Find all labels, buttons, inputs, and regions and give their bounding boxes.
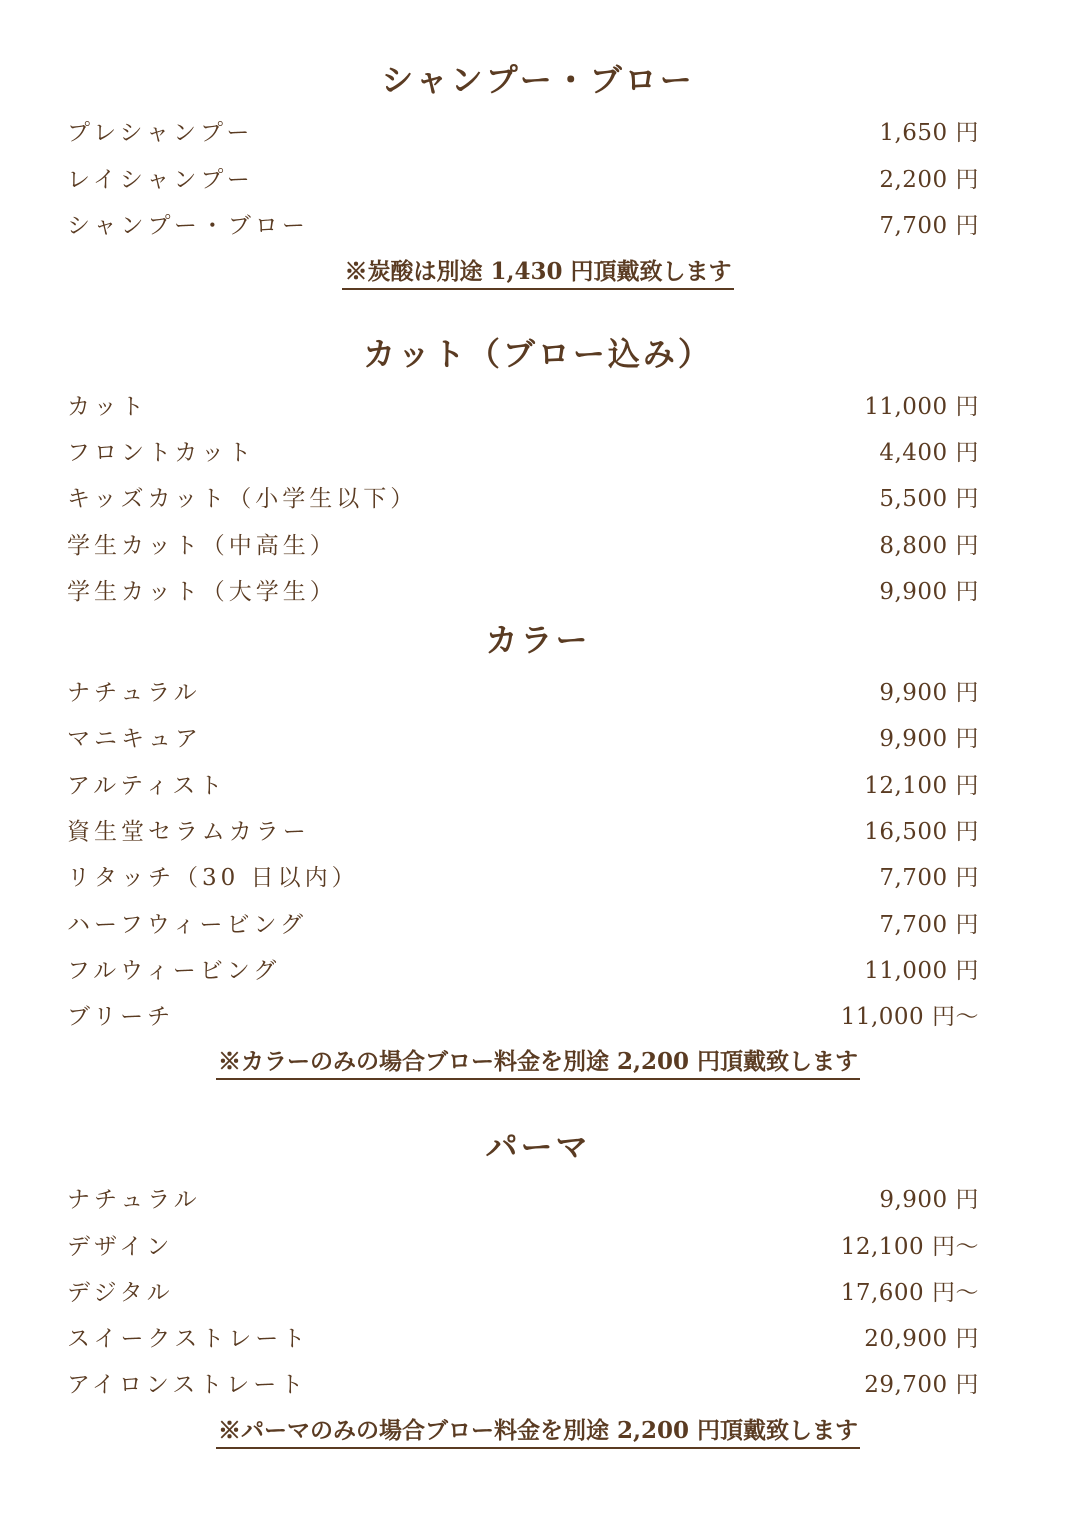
menu-item xyxy=(67,389,979,425)
item-price: 9,900 円 xyxy=(879,579,979,605)
item-price: 7,700 円 xyxy=(879,912,979,938)
section-title-perm: パーマ xyxy=(485,1128,591,1166)
section-title-color: カラー xyxy=(485,621,591,659)
item-name: リタッチ（30 日以内） xyxy=(67,865,359,891)
note-text: ※炭酸は別途 1,430 円頂戴致します xyxy=(342,257,733,290)
item-name: プレシャンプー xyxy=(67,120,254,146)
item-price: 17,600 円〜 xyxy=(840,1280,979,1306)
section-title-shampoo: シャンプー・ブロー xyxy=(381,61,695,99)
item-name: 資生堂セラムカラー xyxy=(67,819,310,845)
menu-item xyxy=(67,208,979,244)
section-note-perm xyxy=(0,1414,1076,1449)
item-price: 29,700 円 xyxy=(864,1372,979,1398)
menu-item xyxy=(67,1367,979,1403)
menu-item xyxy=(67,162,979,198)
section-title-cut: カット（ブロー込み） xyxy=(363,335,713,373)
note-text: ※パーマのみの場合ブロー料金を別途 2,200 円頂戴致します xyxy=(216,1416,860,1449)
item-name: アルティスト xyxy=(67,773,227,799)
item-price: 5,500 円 xyxy=(879,486,979,512)
item-price: 9,900 円 xyxy=(879,726,979,752)
item-name: カット xyxy=(67,394,148,420)
menu-item xyxy=(67,1321,979,1357)
menu-item xyxy=(67,574,979,610)
item-name: キッズカット（小学生以下） xyxy=(67,486,418,512)
item-price: 12,100 円〜 xyxy=(840,1234,979,1260)
item-price: 7,700 円 xyxy=(879,213,979,239)
section-note-shampoo xyxy=(0,255,1076,290)
menu-item xyxy=(67,481,979,517)
menu-item xyxy=(67,768,979,804)
item-name: ナチュラル xyxy=(67,1187,201,1213)
item-name: マニキュア xyxy=(67,726,202,752)
menu-item xyxy=(67,907,979,943)
item-price: 11,000 円 xyxy=(864,958,979,984)
item-name: シャンプー・ブロー xyxy=(67,213,309,239)
item-price: 11,000 円〜 xyxy=(840,1004,979,1030)
item-price: 9,900 円 xyxy=(879,1187,979,1213)
item-name: ブリーチ xyxy=(67,1004,175,1030)
item-price: 12,100 円 xyxy=(864,773,979,799)
menu-item xyxy=(67,814,979,850)
item-price: 16,500 円 xyxy=(864,819,979,845)
menu-item xyxy=(67,1229,979,1265)
item-price: 8,800 円 xyxy=(879,533,979,559)
item-name: フルウィービング xyxy=(67,958,281,984)
item-name: デジタル xyxy=(67,1280,174,1306)
menu-item xyxy=(67,953,979,989)
item-price: 11,000 円 xyxy=(864,394,979,420)
menu-item xyxy=(67,675,979,711)
item-price: 1,650 円 xyxy=(879,120,979,146)
section-note-color xyxy=(0,1045,1076,1080)
item-name: スイークストレート xyxy=(67,1326,310,1352)
item-name: ナチュラル xyxy=(67,680,201,706)
item-price: 20,900 円 xyxy=(864,1326,979,1352)
item-price: 7,700 円 xyxy=(879,865,979,891)
item-name: 学生カット（大学生） xyxy=(67,579,337,605)
item-name: 学生カット（中高生） xyxy=(67,533,337,559)
item-price: 2,200 円 xyxy=(879,167,979,193)
menu-item xyxy=(67,115,979,151)
item-name: ハーフウィービング xyxy=(67,912,308,938)
menu-item xyxy=(67,860,979,896)
note-text: ※カラーのみの場合ブロー料金を別途 2,200 円頂戴致します xyxy=(216,1047,860,1080)
menu-item xyxy=(67,999,979,1035)
item-name: アイロンストレート xyxy=(67,1372,308,1398)
item-name: デザイン xyxy=(67,1234,174,1260)
item-name: レイシャンプー xyxy=(67,167,254,193)
item-name: フロントカット xyxy=(67,440,256,466)
menu-item xyxy=(67,1182,979,1218)
menu-item xyxy=(67,1275,979,1311)
menu-item xyxy=(67,435,979,471)
menu-item xyxy=(67,721,979,757)
menu-item xyxy=(67,528,979,564)
item-price: 4,400 円 xyxy=(879,440,979,466)
item-price: 9,900 円 xyxy=(879,680,979,706)
